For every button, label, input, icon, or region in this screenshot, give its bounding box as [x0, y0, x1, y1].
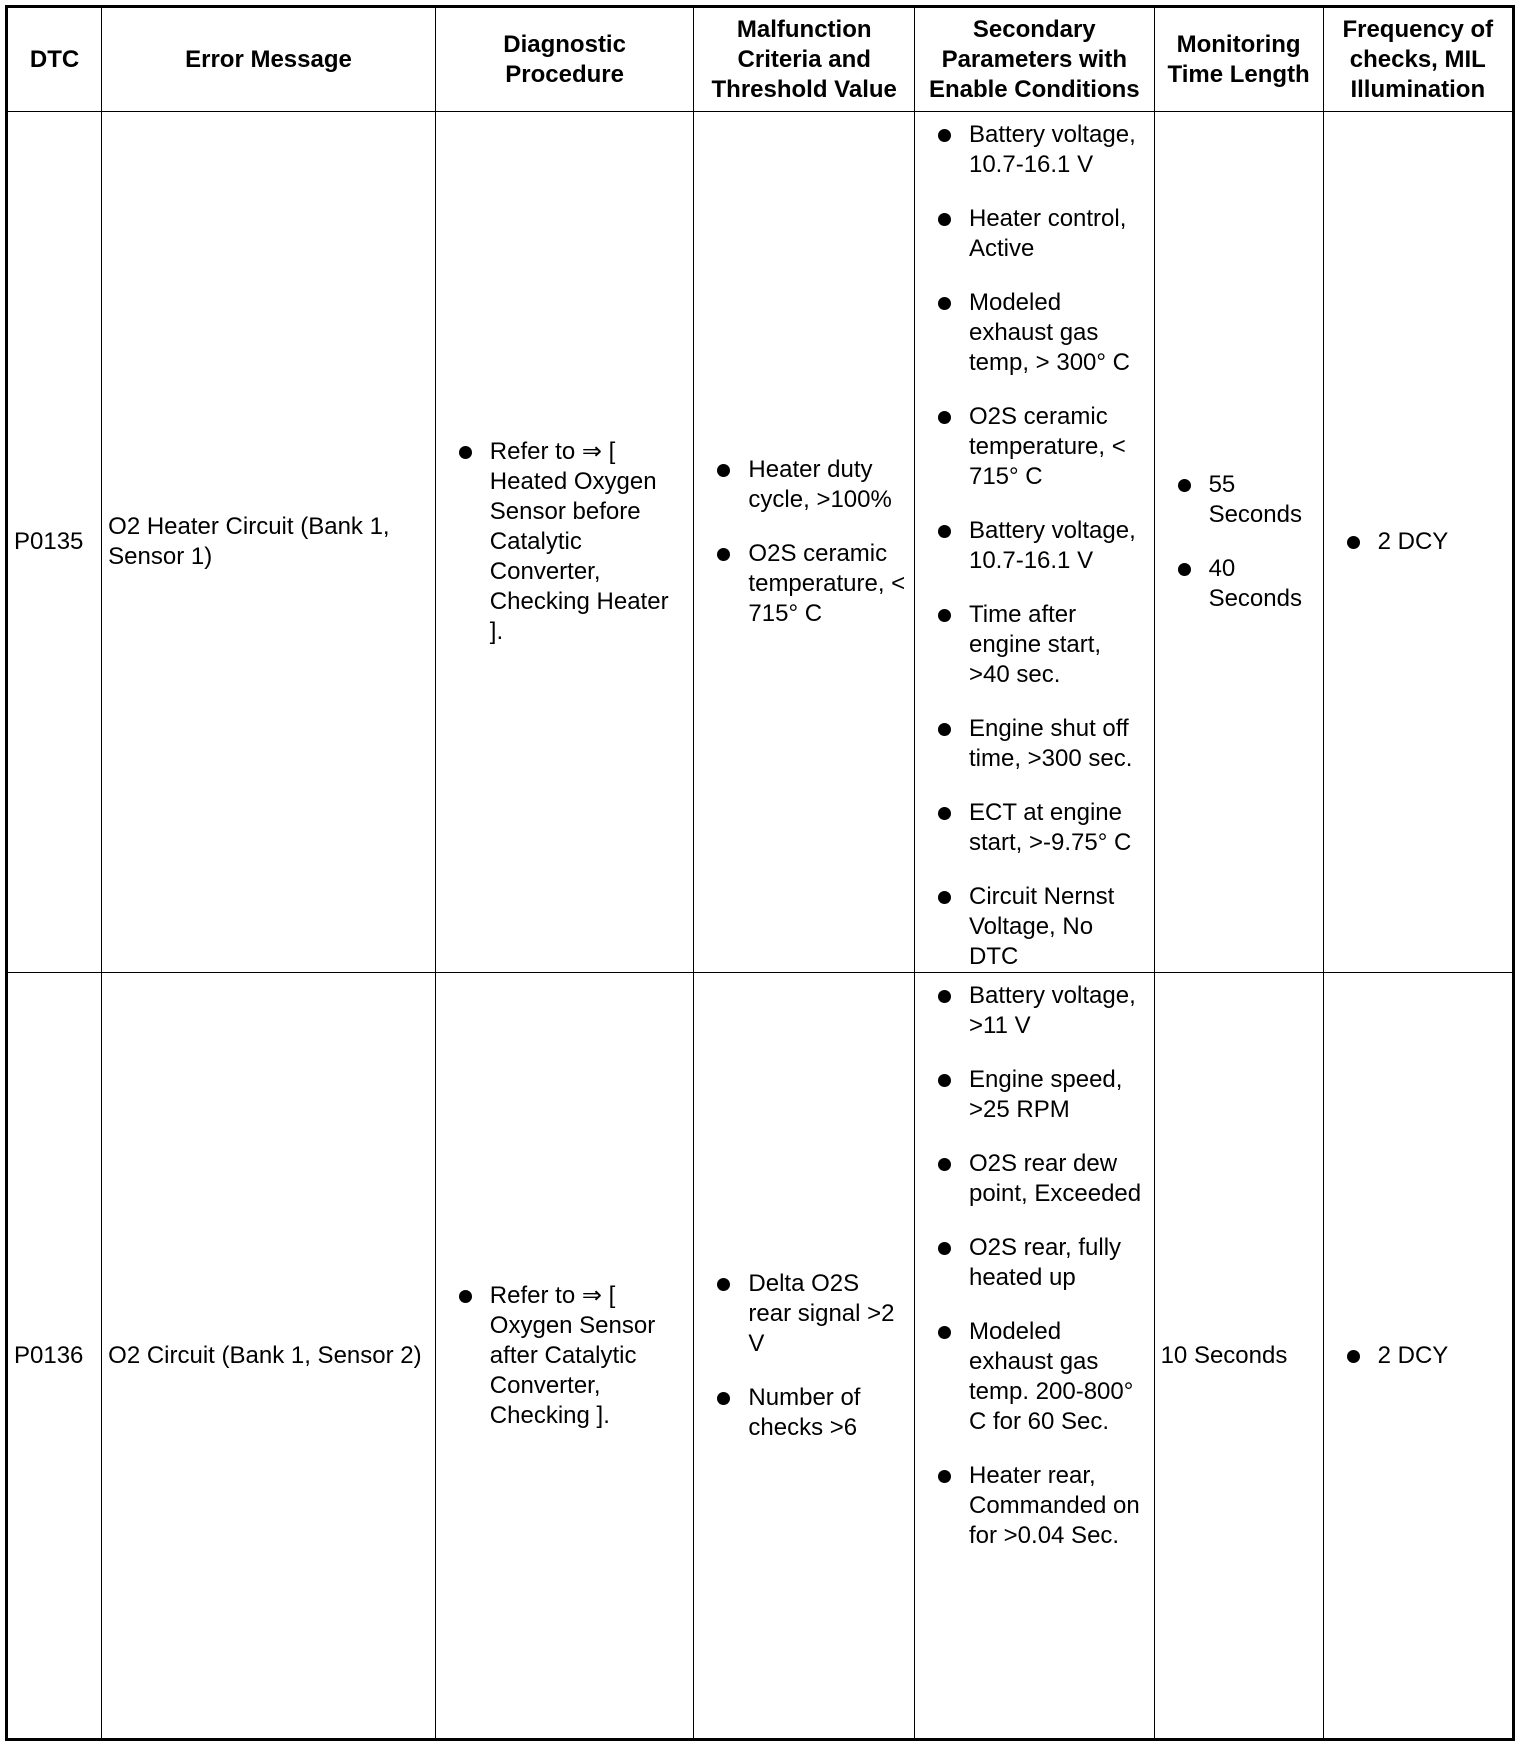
bullet-icon: [1347, 536, 1360, 549]
criteria-text: Number of checks >6: [748, 1383, 861, 1441]
criteria-text: O2S ceramic temperature, < 715° C: [748, 540, 906, 627]
dtc-code: P0136: [7, 973, 102, 1740]
error-message: O2 Circuit (Bank 1, Sensor 2): [102, 973, 436, 1740]
list-item: [915, 600, 1154, 690]
list-item: [436, 437, 694, 647]
secondary-parameters-cell: [914, 973, 1154, 1740]
dtc-table: [5, 5, 1515, 1741]
criteria-text: Heater duty cycle, >100%: [748, 456, 892, 513]
parameter-text: Heater control, Active: [968, 205, 1127, 262]
parameter-text: Battery voltage, 10.7-16.1 V: [968, 121, 1136, 178]
diagnostic-procedure-cell: [435, 112, 694, 973]
list-item: [1324, 1341, 1512, 1371]
bullet-icon: [938, 891, 951, 904]
dtc-table-sheet: [5, 5, 1515, 1741]
bullet-icon: [717, 1392, 730, 1405]
monitoring-time-cell: [1154, 112, 1323, 973]
list-item: [436, 1281, 694, 1431]
error-message: O2 Heater Circuit (Bank 1, Sensor 1): [102, 112, 436, 973]
bullet-icon: [717, 464, 730, 477]
list-item: [915, 402, 1154, 492]
bullet-icon: [938, 1326, 951, 1339]
header-monitoring-time: Monitoring Time Length: [1154, 7, 1323, 112]
bullet-icon: [938, 297, 951, 310]
header-dtc: DTC: [7, 7, 102, 112]
bullet-icon: [938, 213, 951, 226]
monitoring-time-text: 40 Seconds: [1208, 555, 1302, 612]
list-item: [915, 204, 1154, 264]
parameter-text: ECT at engine start, >-9.75° C: [968, 799, 1132, 856]
parameter-text: Battery voltage, >11 V: [968, 982, 1136, 1039]
bullet-icon: [938, 1242, 951, 1255]
diagnostic-procedure-cell: [435, 973, 694, 1740]
list-item: [694, 1269, 914, 1359]
parameter-text: Engine shut off time, >300 sec.: [968, 715, 1133, 772]
frequency-text: 2 DCY: [1377, 528, 1449, 555]
parameter-text: Circuit Nernst Voltage, No DTC: [968, 883, 1115, 970]
list-item: [915, 714, 1154, 774]
parameter-text: Engine speed, >25 RPM: [968, 1066, 1123, 1123]
bullet-icon: [1347, 1350, 1360, 1363]
bullet-icon: [938, 1074, 951, 1087]
bullet-icon: [459, 446, 472, 459]
list-item: [915, 516, 1154, 576]
bullet-icon: [1178, 563, 1191, 576]
header-secondary-parameters: Secondary Parameters with Enable Conditions: [914, 7, 1154, 112]
criteria-text: Delta O2S rear signal >2 V: [748, 1269, 895, 1357]
list-item: [1155, 554, 1323, 614]
bullet-icon: [938, 1470, 951, 1483]
header-diagnostic-procedure: Diagnostic Procedure: [435, 7, 694, 112]
list-item: [915, 882, 1154, 972]
parameter-text: Time after engine start, >40 sec.: [968, 601, 1102, 688]
malfunction-criteria-cell: [694, 112, 915, 973]
dtc-code: P0135: [7, 112, 102, 973]
list-item: [694, 455, 914, 515]
table-row: [7, 112, 1514, 973]
header-error-message: Error Message: [102, 7, 436, 112]
header-frequency: Frequency of checks, MIL Illumination: [1323, 7, 1513, 112]
bullet-icon: [938, 807, 951, 820]
list-item: [915, 1149, 1154, 1209]
list-item: [915, 1233, 1154, 1293]
monitoring-time-text: 55 Seconds: [1208, 471, 1302, 528]
bullet-icon: [938, 990, 951, 1003]
secondary-parameters-cell: [914, 112, 1154, 973]
list-item: [1324, 527, 1512, 557]
bullet-icon: [1178, 479, 1191, 492]
frequency-text: 2 DCY: [1377, 1341, 1449, 1369]
bullet-icon: [717, 548, 730, 561]
list-item: [915, 1317, 1154, 1437]
bullet-icon: [717, 1278, 730, 1291]
list-item: [694, 1383, 914, 1443]
list-item: [915, 981, 1154, 1041]
list-item: [915, 120, 1154, 180]
bullet-icon: [938, 1158, 951, 1171]
parameter-text: O2S ceramic temperature, < 715° C: [968, 403, 1126, 490]
malfunction-criteria-cell: [694, 973, 915, 1740]
parameter-text: O2S rear dew point, Exceeded: [968, 1150, 1142, 1207]
parameter-text: Modeled exhaust gas temp, > 300° C: [968, 289, 1130, 376]
parameter-text: O2S rear, fully heated up: [968, 1234, 1122, 1291]
bullet-icon: [938, 411, 951, 424]
list-item: [915, 1065, 1154, 1125]
table-row: [7, 973, 1514, 1740]
list-item: [694, 539, 914, 629]
list-item: [915, 1461, 1154, 1551]
list-item: [915, 798, 1154, 858]
frequency-cell: [1323, 973, 1513, 1740]
parameter-text: Heater rear, Commanded on for >0.04 Sec.: [968, 1462, 1140, 1549]
bullet-icon: [459, 1290, 472, 1303]
procedure-text: Refer to ⇒ [ Oxygen Sensor after Catalytic Converter, Checking ].: [489, 1281, 656, 1429]
procedure-text: Refer to ⇒ [ Heated Oxygen Sensor before Catalytic Converter, Checking Heater ].: [489, 438, 669, 645]
bullet-icon: [938, 609, 951, 622]
bullet-icon: [938, 129, 951, 142]
list-item: [1155, 470, 1323, 530]
header-row: [7, 7, 1514, 112]
frequency-cell: [1323, 112, 1513, 973]
list-item: [915, 288, 1154, 378]
parameter-text: Modeled exhaust gas temp. 200-800° C for 60 Sec.: [968, 1318, 1134, 1435]
header-malfunction-criteria: Malfunction Criteria and Threshold Value: [694, 7, 915, 112]
monitoring-time-cell: 10 Seconds: [1154, 973, 1323, 1740]
bullet-icon: [938, 723, 951, 736]
bullet-icon: [938, 525, 951, 538]
parameter-text: Battery voltage, 10.7-16.1 V: [968, 517, 1136, 574]
